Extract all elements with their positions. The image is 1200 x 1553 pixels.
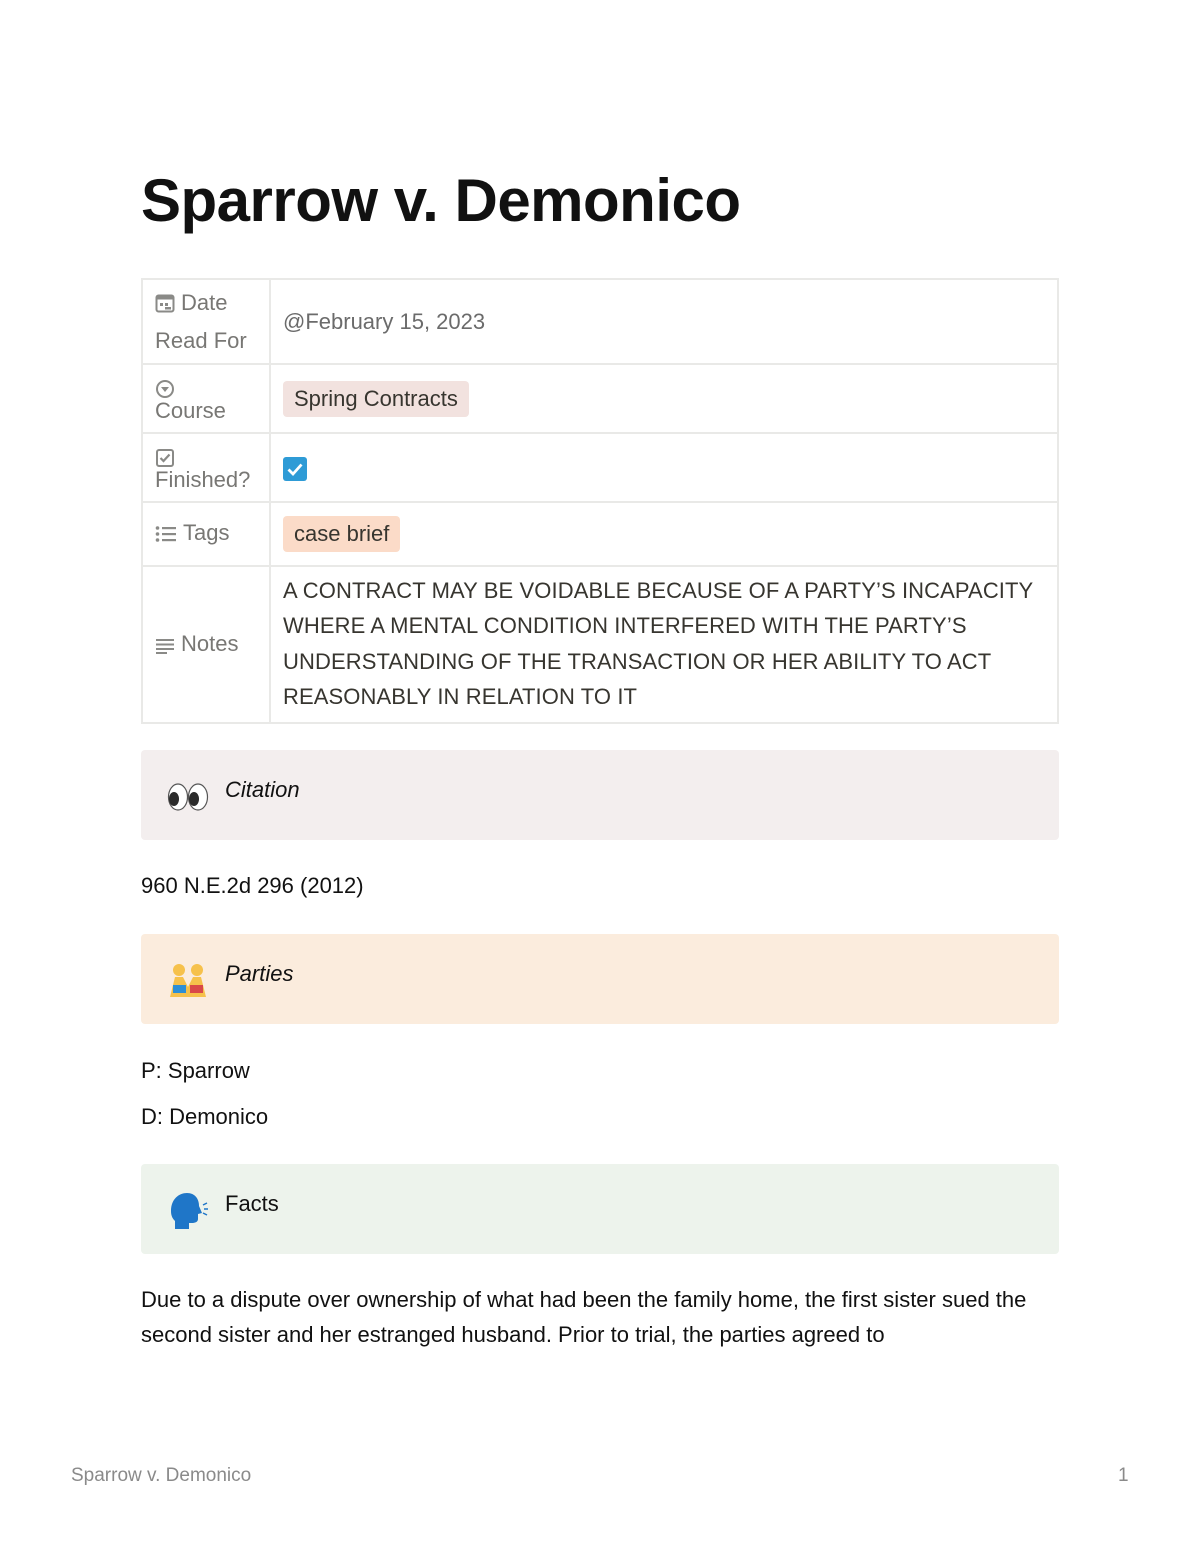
property-value-tags[interactable] [270, 502, 1058, 566]
property-row-course [142, 364, 1058, 433]
course-pill[interactable]: Spring Contracts [283, 381, 469, 417]
tag-pill[interactable]: case brief [283, 516, 400, 552]
property-row-date [142, 279, 1058, 364]
property-key-notes [142, 566, 270, 723]
property-label-notes: Notes [181, 630, 239, 656]
property-row-tags [142, 502, 1058, 566]
property-label-tags: Tags [183, 520, 230, 545]
speaking-head-icon [167, 1191, 209, 1231]
page-title: Sparrow v. Demonico [141, 167, 741, 234]
property-value-course[interactable] [270, 364, 1058, 433]
finished-checkbox[interactable] [283, 457, 307, 481]
list-icon [155, 518, 177, 553]
facts-heading: Facts [225, 1191, 279, 1216]
property-label-course: Course [155, 397, 226, 423]
property-key-finished [142, 433, 270, 502]
property-key-date [142, 279, 270, 364]
citation-heading: Citation [225, 777, 300, 802]
parties-heading: Parties [225, 961, 294, 986]
property-value-notes[interactable] [270, 566, 1058, 723]
footer-title: Sparrow v. Demonico [71, 1465, 252, 1486]
people-wrestling-icon [167, 961, 209, 1001]
property-label-date: Date Read For [155, 290, 247, 353]
select-icon [155, 374, 259, 396]
property-label-finished: Finished? [155, 466, 251, 492]
property-row-finished [142, 433, 1058, 502]
property-value-finished[interactable] [270, 433, 1058, 502]
citation-text: 960 N.E.2d 296 (2012) [141, 873, 364, 898]
properties-table [141, 278, 1059, 724]
property-value-date[interactable] [270, 279, 1058, 364]
callout-parties [141, 934, 1059, 1024]
property-key-course [142, 364, 270, 433]
property-key-tags [142, 502, 270, 566]
footer-page-number: 1 [1118, 1465, 1129, 1486]
calendar-icon [155, 288, 175, 323]
defendant-text: D: Demonico [141, 1104, 269, 1129]
checkbox-property-icon [155, 443, 259, 465]
facts-text: Due to a dispute over ownership of what had been the family home, the first sister sued the second sister and her estranged husband. Prior to trial, the parties agreed to [141, 1287, 1027, 1347]
date-value[interactable]: @February 15, 2023 [283, 308, 486, 334]
property-row-notes [142, 566, 1058, 723]
eyes-icon [167, 777, 209, 817]
callout-facts [141, 1164, 1059, 1254]
callout-citation [141, 750, 1059, 840]
notes-text[interactable]: A CONTRACT MAY BE VOIDABLE BECAUSE OF A PARTY’S INCAPACITY WHERE A MENTAL CONDITION INTERFERED WITH THE PARTY’S UNDERSTANDING OF THE TRANSACTION OR HER ABILITY TO ACT REASONABLY IN RELATION TO IT [283, 578, 1033, 709]
plaintiff-text: P: Sparrow [141, 1058, 250, 1083]
text-lines-icon [155, 629, 175, 664]
